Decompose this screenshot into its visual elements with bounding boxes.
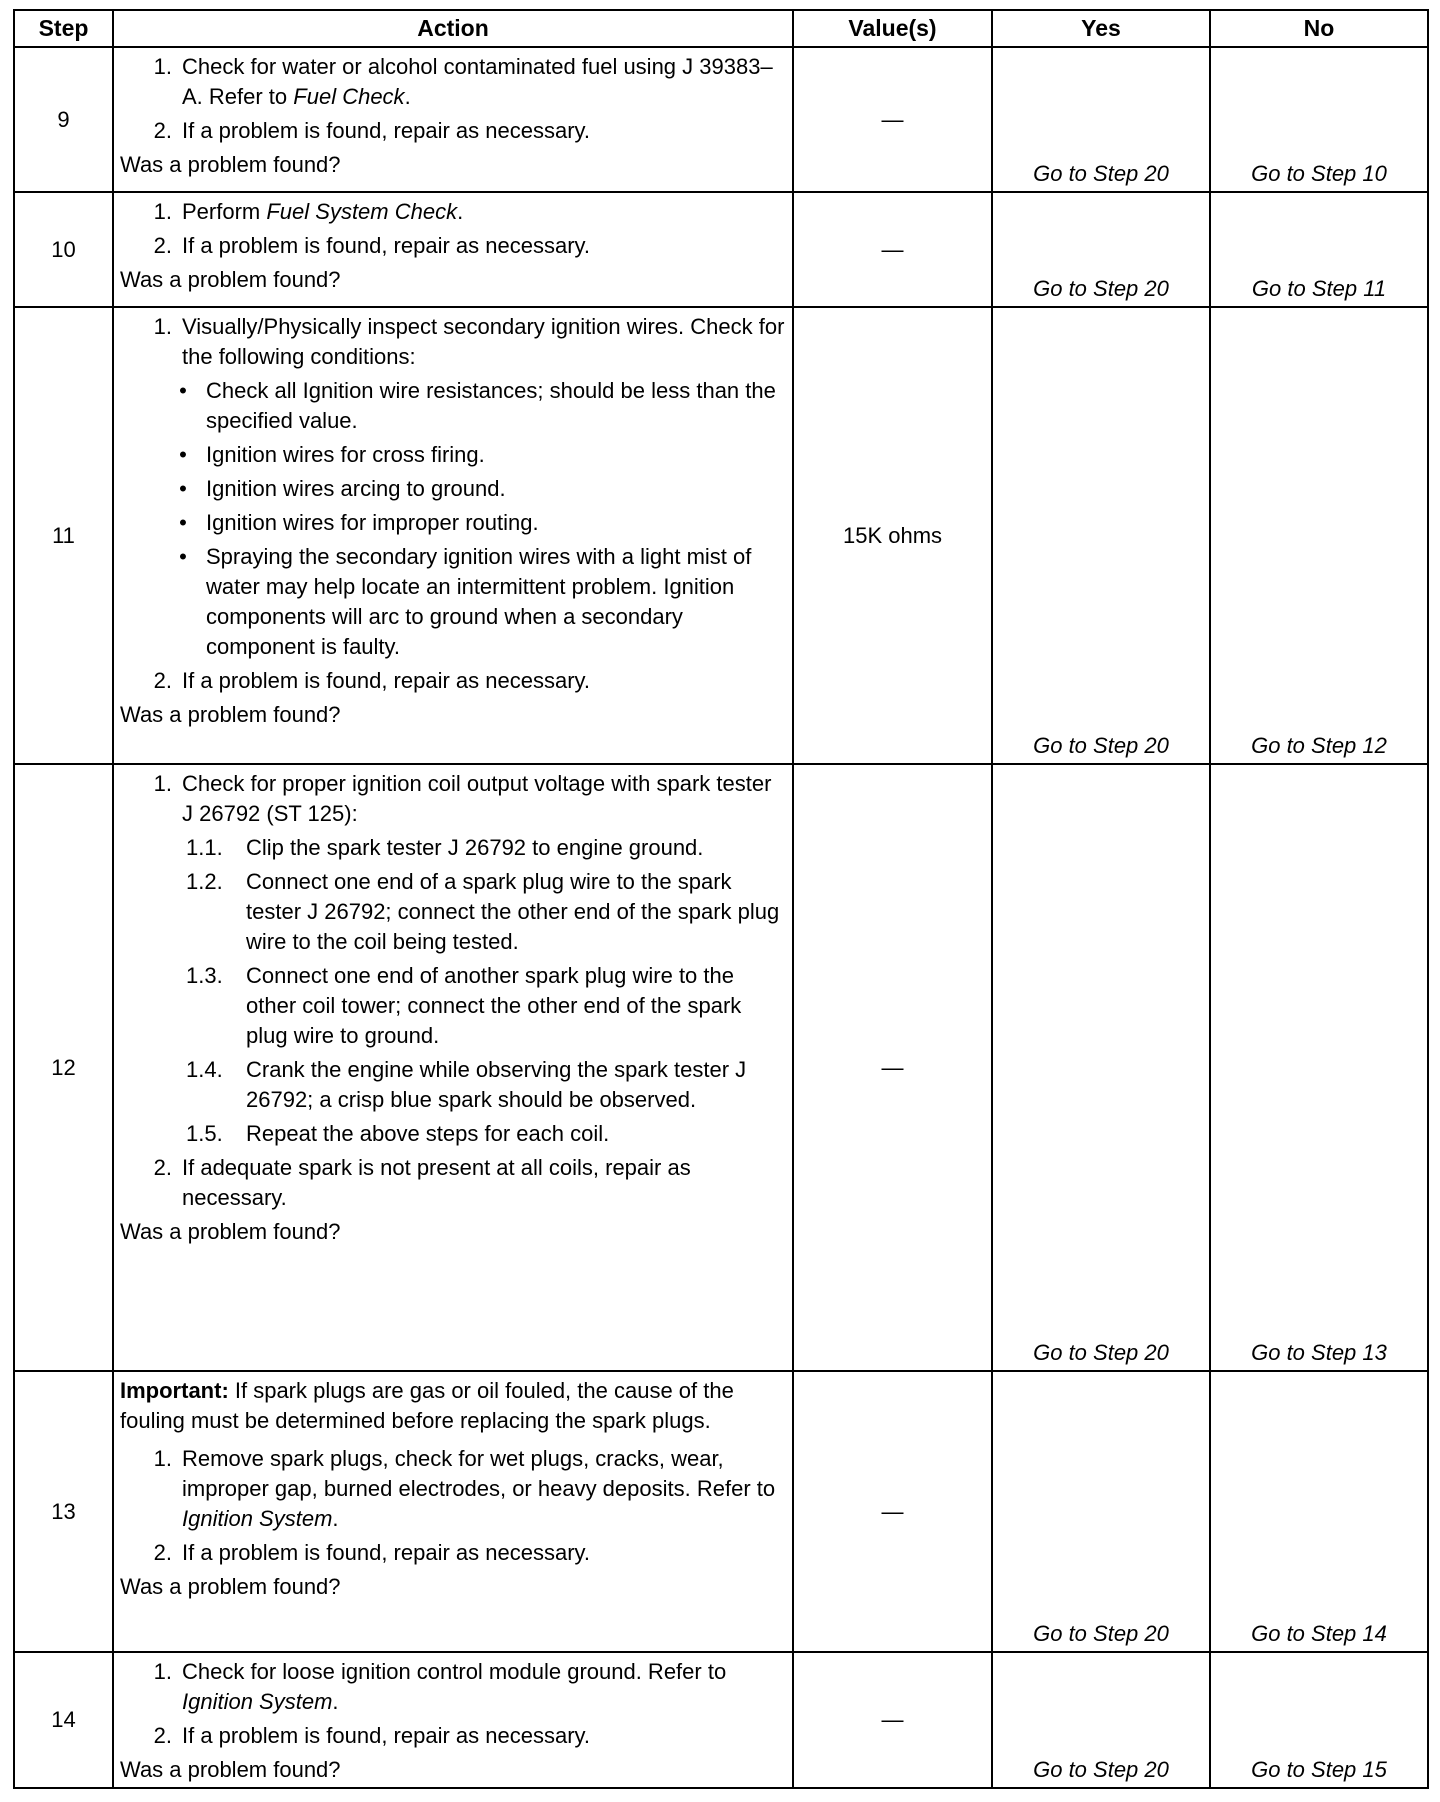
item-text: If adequate spark is not present at all coils, repair as necessary. (182, 1155, 691, 1210)
yes-cell: Go to Step 20 (992, 764, 1210, 1371)
reference-link: Ignition System (182, 1689, 333, 1714)
table-row (14, 307, 1428, 764)
reference-link: Fuel System Check (266, 199, 458, 224)
action-cell (113, 307, 793, 764)
bullet-text: Ignition wires arcing to ground. (206, 476, 506, 501)
item-text: Remove spark plugs, check for wet plugs, cracks, wear, improper gap, burned electrodes, or heavy deposits. Refer to Ignition System. (182, 1446, 776, 1531)
bullet-text: Check all Ignition wire resistances; should be less than the specified value. (206, 378, 776, 433)
step-number: 14 (14, 1652, 113, 1788)
condition-bullet-list (172, 376, 786, 662)
item-text: Check for proper ignition coil output voltage with spark tester J 26792 (ST 125): (182, 771, 772, 826)
action-cell (113, 1371, 793, 1652)
item-number: 1. (153, 54, 172, 79)
item-text: If a problem is found, repair as necessary. (182, 1723, 591, 1748)
yes-cell: Go to Step 20 (992, 1371, 1210, 1652)
substep-text: Connect one end of another spark plug wire to the other coil tower; connect the other end of the spark plug wire to ground. (246, 963, 742, 1048)
substep-list (186, 833, 786, 1149)
item-number: 1. (153, 1659, 172, 1684)
diagnostic-table-sheet (13, 9, 1427, 1788)
bullet-text: Ignition wires for improper routing. (206, 510, 539, 535)
substep-number: 1.5. (186, 1121, 223, 1146)
yes-cell: Go to Step 20 (992, 192, 1210, 307)
header-yes: Yes (992, 10, 1210, 47)
item-number: 2. (153, 118, 172, 143)
value-cell: — (793, 192, 992, 307)
item-number: 1. (153, 314, 172, 339)
table-row (14, 192, 1428, 307)
action-cell (113, 1652, 793, 1788)
bullet-text: Ignition wires for cross firing. (206, 442, 485, 467)
yes-cell: Go to Step 20 (992, 47, 1210, 192)
header-action: Action (113, 10, 793, 47)
no-cell: Go to Step 13 (1210, 764, 1428, 1371)
table-row (14, 1371, 1428, 1652)
item-number: 1. (153, 1446, 172, 1471)
item-text: Perform Fuel System Check. (182, 199, 464, 224)
value-cell: — (793, 47, 992, 192)
header-values: Value(s) (793, 10, 992, 47)
action-cell (113, 764, 793, 1371)
question-text: Was a problem found? (120, 1219, 341, 1244)
item-text: If a problem is found, repair as necessary. (182, 118, 591, 143)
substep-text: Crank the engine while observing the spark tester J 26792; a crisp blue spark should be observed. (246, 1057, 747, 1112)
step-number: 11 (14, 307, 113, 764)
important-label: Important: (120, 1378, 229, 1403)
value-cell: — (793, 1652, 992, 1788)
substep-text: Repeat the above steps for each coil. (246, 1121, 610, 1146)
question-text: Was a problem found? (120, 1574, 341, 1599)
question-text: Was a problem found? (120, 702, 341, 727)
item-number: 2. (153, 1155, 172, 1180)
question-text: Was a problem found? (120, 152, 341, 177)
action-cell (113, 47, 793, 192)
item-text: Check for loose ignition control module ground. Refer to Ignition System. (182, 1659, 727, 1714)
important-note (120, 1376, 786, 1436)
question-text: Was a problem found? (120, 1757, 341, 1782)
value-cell: 15K ohms (793, 307, 992, 764)
substep-text: Clip the spark tester J 26792 to engine ground. (246, 835, 704, 860)
substep-number: 1.1. (186, 835, 223, 860)
item-number: 2. (153, 668, 172, 693)
yes-cell: Go to Step 20 (992, 307, 1210, 764)
reference-link: Ignition System (182, 1506, 333, 1531)
no-cell: Go to Step 11 (1210, 192, 1428, 307)
item-text: If a problem is found, repair as necessary. (182, 233, 591, 258)
substep-number: 1.2. (186, 869, 223, 894)
substep-number: 1.4. (186, 1057, 223, 1082)
table-row (14, 1652, 1428, 1788)
no-cell: Go to Step 14 (1210, 1371, 1428, 1652)
yes-cell: Go to Step 20 (992, 1652, 1210, 1788)
important-text: If spark plugs are gas or oil fouled, the cause of the fouling must be determined before replacing the spark plugs. (120, 1378, 734, 1433)
step-number: 13 (14, 1371, 113, 1652)
item-number: 2. (153, 1540, 172, 1565)
action-cell (113, 192, 793, 307)
question-text: Was a problem found? (120, 267, 341, 292)
step-number: 9 (14, 47, 113, 192)
substep-number: 1.3. (186, 963, 223, 988)
header-row (14, 10, 1428, 47)
table-row (14, 47, 1428, 192)
bullet-text: Spraying the secondary ignition wires with a light mist of water may help locate an intermittent problem. Ignition components will arc to ground when a secondary component is faulty. (206, 544, 752, 659)
substep-text: Connect one end of a spark plug wire to the spark tester J 26792; connect the other end of the spark plug wire to the coil being tested. (246, 869, 780, 954)
item-number: 1. (153, 199, 172, 224)
value-cell: — (793, 764, 992, 1371)
bullet-icon: • (179, 442, 187, 467)
no-cell: Go to Step 12 (1210, 307, 1428, 764)
header-step: Step (14, 10, 113, 47)
item-number: 2. (153, 233, 172, 258)
item-text: Visually/Physically inspect secondary ignition wires. Check for the following conditions: (182, 314, 785, 369)
bullet-icon: • (179, 544, 187, 569)
header-no: No (1210, 10, 1428, 47)
value-cell: — (793, 1371, 992, 1652)
step-number: 10 (14, 192, 113, 307)
item-number: 1. (153, 771, 172, 796)
table-row (14, 764, 1428, 1371)
bullet-icon: • (179, 510, 187, 535)
item-number: 2. (153, 1723, 172, 1748)
bullet-icon: • (179, 378, 187, 403)
step-number: 12 (14, 764, 113, 1371)
no-cell: Go to Step 15 (1210, 1652, 1428, 1788)
no-cell: Go to Step 10 (1210, 47, 1428, 192)
item-text: If a problem is found, repair as necessary. (182, 1540, 591, 1565)
item-text: Check for water or alcohol contaminated fuel using J 39383–A. Refer to Fuel Check. (182, 54, 773, 109)
reference-link: Fuel Check (293, 84, 405, 109)
item-text: If a problem is found, repair as necessary. (182, 668, 591, 693)
bullet-icon: • (179, 476, 187, 501)
diagnostic-table (13, 9, 1429, 1789)
